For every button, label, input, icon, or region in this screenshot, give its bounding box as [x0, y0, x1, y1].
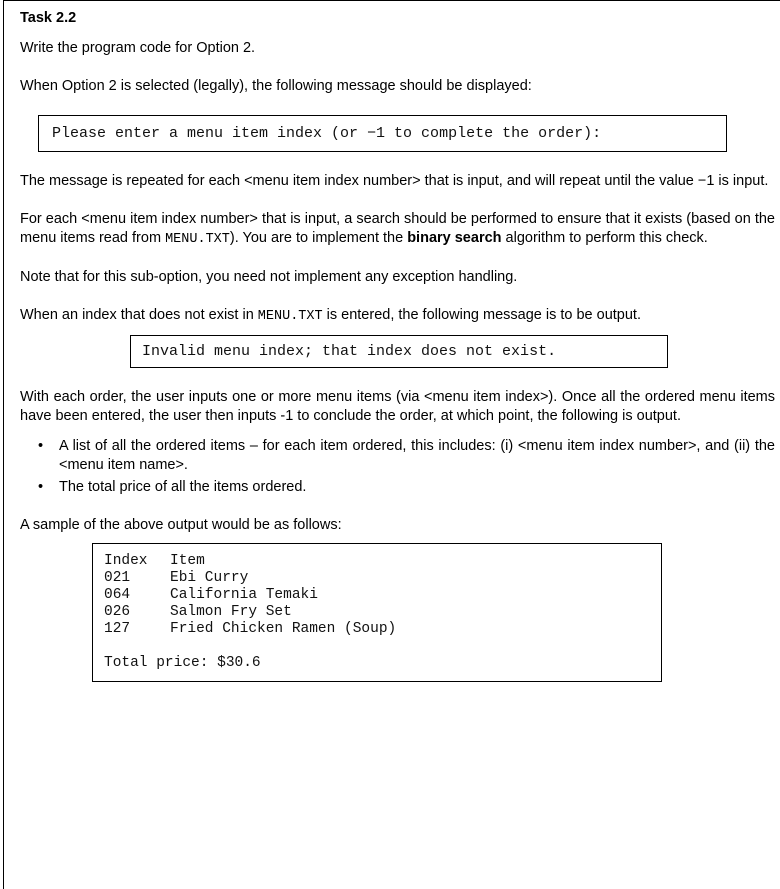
- paragraph-2: When Option 2 is selected (legally), the following message should be displayed:: [20, 78, 532, 94]
- sample-row: [104, 621, 661, 638]
- prompt-message: Please enter a menu item index (or −1 to complete the order):: [52, 125, 602, 142]
- bullet-icon: •: [38, 479, 44, 495]
- p6-part1: When an index that does not exist in: [20, 307, 258, 323]
- header-item: Item: [170, 553, 205, 569]
- row-index: 026: [104, 604, 131, 620]
- sample-header-row: [104, 553, 661, 570]
- bullet-icon: •: [38, 438, 44, 454]
- row-index: 021: [104, 570, 131, 586]
- total-price: Total price: $30.6: [104, 655, 261, 671]
- sample-row: [104, 604, 661, 621]
- invalid-message-box: [130, 335, 668, 368]
- p4-part2: ). You are to implement the: [229, 230, 408, 246]
- paragraph-7: With each order, the user inputs one or more menu items (via <menu item index>). Once all the ordered menu items have been entered, the user then inputs -1 to conclude the order, at which point, the following is output.: [20, 389, 775, 424]
- bullet-text: The total price of all the items ordered.: [59, 479, 307, 495]
- sample-output-box: [92, 543, 662, 682]
- bullet-item: [20, 437, 775, 475]
- paragraph-3: The message is repeated for each <menu item index number> that is input, and will repeat until the value −1 is input.: [20, 173, 769, 189]
- sample-total-row: [104, 655, 661, 672]
- header-index: Index: [104, 553, 148, 569]
- spacer: [104, 638, 661, 655]
- paragraph-5: Note that for this sub-option, you need not implement any exception handling.: [20, 269, 518, 285]
- bullet-text: A list of all the ordered items – for each item ordered, this includes: (i) <menu item index number>, and (ii) the <menu item name>.: [59, 438, 775, 473]
- sample-row: [104, 587, 661, 604]
- row-index: 127: [104, 621, 131, 637]
- p4-bold: binary search: [407, 230, 502, 246]
- prompt-message-box: [38, 115, 727, 152]
- paragraph-1: Write the program code for Option 2.: [20, 40, 256, 56]
- p4-part3: algorithm to perform this check.: [501, 230, 708, 246]
- bullet-item: [20, 478, 775, 497]
- output-bullet-list: [20, 437, 775, 497]
- row-item: Salmon Fry Set: [170, 604, 292, 620]
- sample-row: [104, 570, 661, 587]
- p6-file: MENU.TXT: [257, 309, 323, 324]
- task-heading: Task 2.2: [20, 10, 77, 26]
- document-page: [3, 0, 780, 889]
- row-index: 064: [104, 587, 131, 603]
- row-item: Ebi Curry: [170, 570, 249, 586]
- row-item: Fried Chicken Ramen (Soup): [170, 621, 397, 637]
- paragraph-8: A sample of the above output would be as follows:: [20, 517, 342, 533]
- row-item: California Temaki: [170, 587, 318, 603]
- p4-part1: For each <menu item index number> that is input, a search should be performed to ensure that it exists (based on the menu items read from: [20, 211, 775, 246]
- p4-file: MENU.TXT: [165, 232, 230, 247]
- task-content: [20, 9, 775, 682]
- paragraph-4: [20, 210, 775, 249]
- p6-part2: is entered, the following message is to be output.: [322, 307, 641, 323]
- paragraph-6: [20, 306, 775, 326]
- invalid-message: Invalid menu index; that index does not exist.: [142, 343, 557, 360]
